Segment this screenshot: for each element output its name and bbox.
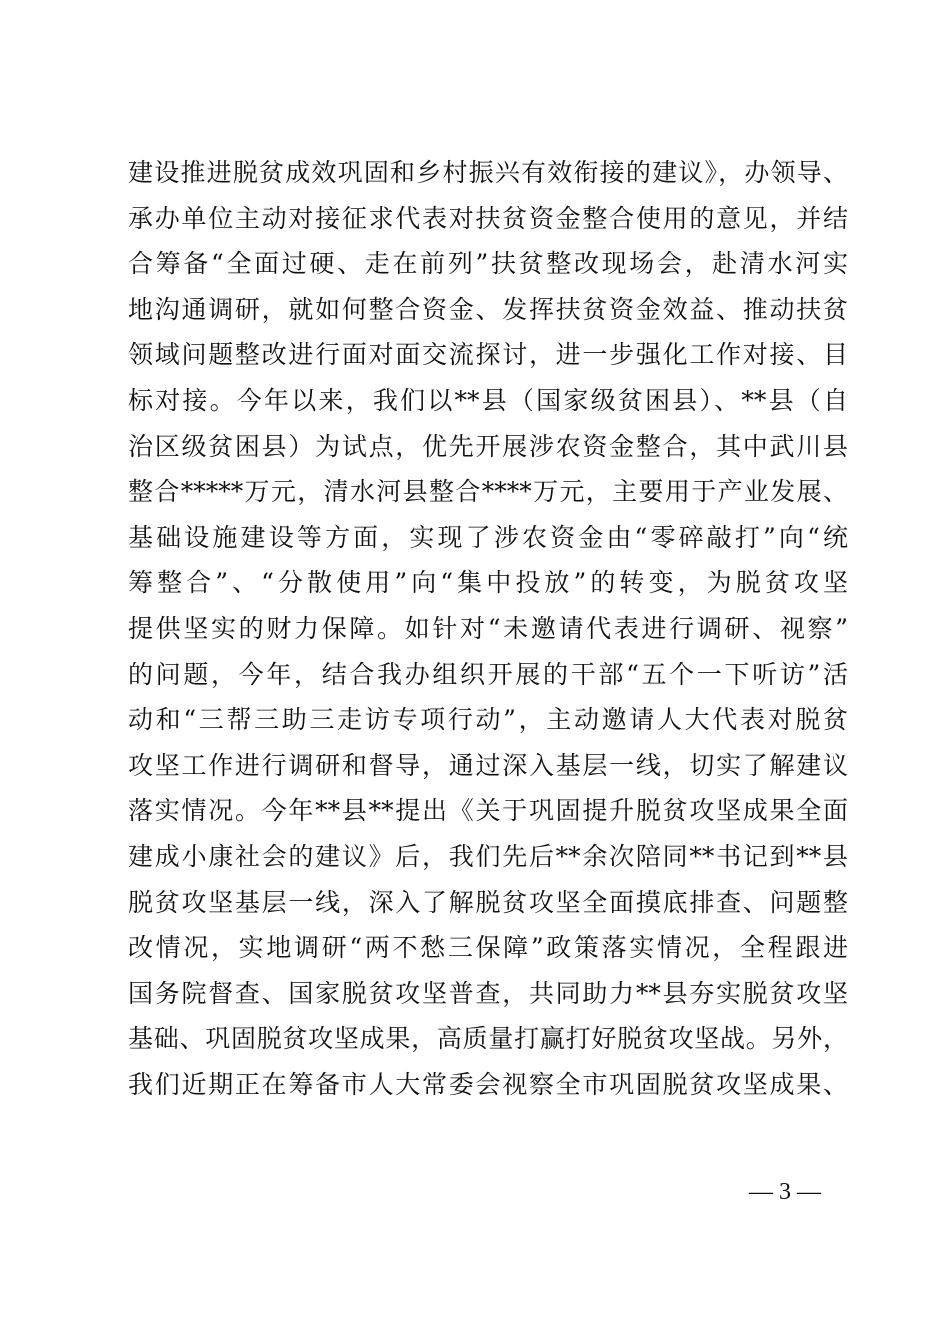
text-line: 整合*****万元，清水河县整合****万元，主要用于产业发展、 xyxy=(128,477,848,507)
text-line: 治区级贫困县）为试点，优先开展涉农资金整合，其中武川县 xyxy=(128,431,848,461)
text-line: 的问题，今年，结合我办组织开展的干部“五个一下听访”活 xyxy=(128,659,848,689)
page-number: — 3 — xyxy=(749,1179,821,1205)
text-line: 领域问题整改进行面对面交流探讨，进一步强化工作对接、目 xyxy=(128,340,848,370)
text-line: 改情况，实地调研“两不愁三保障”政策落实情况，全程跟进 xyxy=(128,933,848,963)
text-line: 国务院督查、国家脱贫攻坚普查，共同助力**县夯实脱贫攻坚 xyxy=(128,978,848,1008)
text-line: 筹整合”、“分散使用”向“集中投放”的转变，为脱贫攻坚 xyxy=(128,568,848,598)
text-line: 合筹备“全面过硬、走在前列”扶贫整改现场会，赴清水河实 xyxy=(128,249,848,279)
text-line: 建成小康社会的建议》后，我们先后**余次陪同**书记到**县 xyxy=(128,841,848,871)
text-line: 动和“三帮三助三走访专项行动”，主动邀请人大代表对脱贫 xyxy=(128,705,848,735)
text-line: 基础、巩固脱贫攻坚成果，高质量打赢打好脱贫攻坚战。另外， xyxy=(128,1024,848,1054)
text-line: 地沟通调研，就如何整合资金、发挥扶贫资金效益、推动扶贫 xyxy=(128,294,848,324)
body-text xyxy=(128,150,848,1107)
text-line: 我们近期正在筹备市人大常委会视察全市巩固脱贫攻坚成果、 xyxy=(128,1069,848,1099)
text-line: 脱贫攻坚基层一线，深入了解脱贫攻坚全面摸底排查、问题整 xyxy=(128,887,848,917)
text-line: 攻坚工作进行调研和督导，通过深入基层一线，切实了解建议 xyxy=(128,750,848,780)
text-line: 提供坚实的财力保障。如针对“未邀请代表进行调研、视察” xyxy=(128,613,848,643)
text-line: 承办单位主动对接征求代表对扶贫资金整合使用的意见，并结 xyxy=(128,203,848,233)
text-line: 标对接。今年以来，我们以**县（国家级贫困县）、**县（自 xyxy=(128,385,848,415)
text-line: 基础设施建设等方面，实现了涉农资金由“零碎敲打”向“统 xyxy=(128,522,848,552)
text-line: 落实情况。今年**县**提出《关于巩固提升脱贫攻坚成果全面 xyxy=(128,796,848,826)
text-line: 建设推进脱贫成效巩固和乡村振兴有效衔接的建议》，办领导、 xyxy=(128,158,848,187)
